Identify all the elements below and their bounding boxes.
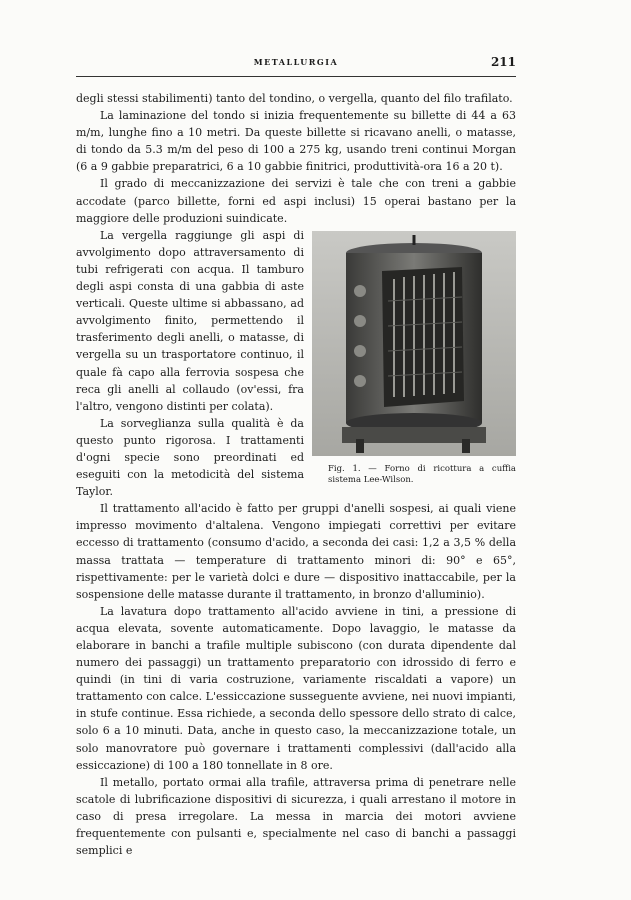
page-number: 211 — [490, 55, 516, 69]
page-header — [76, 55, 516, 73]
paragraph-5: La sorveglianza sulla qualità è da questo punto rigorosa. I trattamenti d'ogni specie sono preordinati ed eseguiti con la metodicità del sistema Taylor. — [76, 416, 304, 499]
paragraph-3: Il grado di meccanizzazione dei servizi è tale che con treni a gabbie accodate (parco billette, forni ed aspi inclusi) 15 operai bastano per la maggiore delle produzioni suindicate. — [76, 177, 516, 225]
paragraph-6: Il trattamento all'acido è fatto per gruppi d'anelli sospesi, ai quali viene impresso movimento d'altalena. Vengono impiegati correttivi per evitare eccesso di trattamento (consumo d'acido, a seconda dei casi: 1,2 a 3,5 % della massa trattata — temperature di trattamento minori di: 90° e 65°, rispettivamente: per le varietà dolci e dure — dispositivo inattaccabile, per la sospensione delle matasse durante il trattamento, in bronzo d'alluminio). — [76, 502, 516, 601]
paragraph-7: La lavatura dopo trattamento all'acido avviene in tini, a pressione di acqua elevata, sovente automaticamente. Dopo lavaggio, le matasse da elaborare in banchi a trafile multiple subiscono (con durata dipendente dal numero dei passaggi) un trattamento preparatorio con idrossido di ferro e quindi (in tini di varia costruzione, variamente riscaldati a vapore) un trattamento con calce. L'essiccazione susseguente avviene, nei nuovi impianti, in stufe continue. Essa richiede, a seconda dello spessore dello strato di calce, solo 6 a 10 minuti. Data, anche in questo caso, la meccanizzazione totale, un solo manovratore può governare i trattamenti complessivi (dall'acido alla essiccazione) di 100 a 180 tonnellate in 8 ore. — [76, 604, 516, 772]
figure-caption: Fig. 1. — Forno di ricottura a cuffia sistema Lee-Wilson. — [328, 463, 516, 485]
header-rule — [76, 76, 516, 77]
running-title: METALLURGIA — [253, 57, 339, 67]
paragraph-8: Il metallo, portato ormai alla trafile, attraversa prima di penetrare nelle scatole di lubrificazione dispositivi di sicurezza, i quali arrestano il motore in caso di presa irregolare. La messa in marcia dei motori avviene frequentemente con pulsanti e, specialmente nel caso di banchi a passaggi semplici e — [76, 775, 516, 858]
paragraph-4: La vergella raggiunge gli aspi di avvolgimento dopo attraversamento di tubi refrigerati con acqua. Il tamburo degli aspi consta di una gabbia di aste verticali. Queste ultime si abbassano, ad avvolgimento finito, permettendo il trasferimento degli anelli, o matasse, di vergella su un trasportatore continuo, il quale fà capo alla ferrovia sospesa che reca gli anelli al collaudo (ov'essi, fra l'altro, vengono distinti per colata). — [76, 228, 304, 413]
figure — [312, 231, 516, 486]
furnace-photo — [312, 231, 516, 456]
page-body — [76, 90, 516, 859]
paragraph-1: degli stessi stabilimenti) tanto del tondino, o vergella, quanto del filo trafilato. — [76, 92, 513, 105]
paragraph-2: La laminazione del tondo si inizia frequentemente su billette di 44 a 63 m/m, lunghe fino a 10 metri. Da queste billette si ricavano anelli, o matasse, di tondo da 5.3 m/m del peso di 100 a 275 kg, usando treni continui Morgan (6 a 9 gabbie preparatrici, 6 a 10 gabbie finitrici, produttività-ora 16 a 20 t). — [76, 109, 516, 174]
